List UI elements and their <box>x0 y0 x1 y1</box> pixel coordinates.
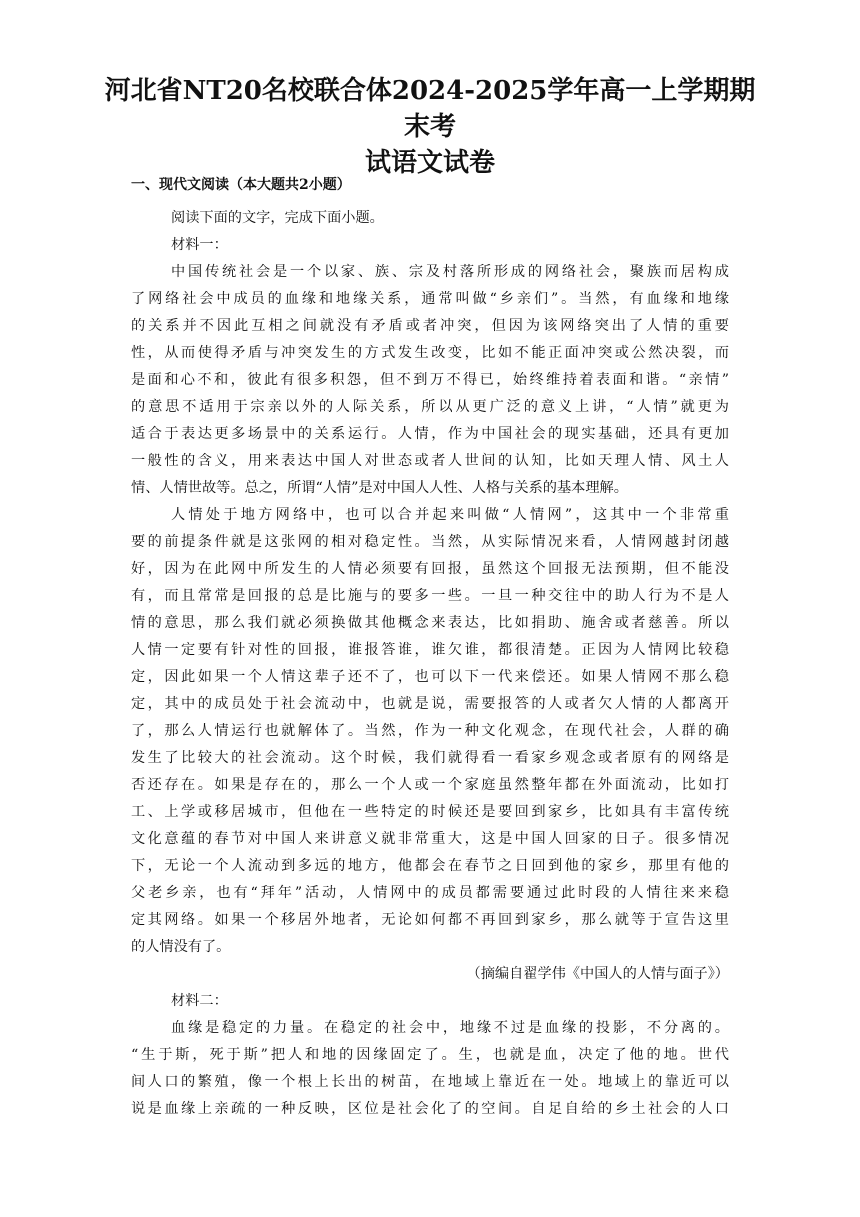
text-line: 好，因为在此网中所发生的人情必须要有回报，虽然这个回报无法预期，但不能没 <box>131 561 729 577</box>
text-line: 定，其中的成员处于社会流动中，也就是说，需要报答的人或者欠人情的人都离开 <box>131 696 729 712</box>
text-line: 血缘是稳定的力量。在稳定的社会中，地缘不过是血缘的投影，不分离的。 <box>171 1020 729 1036</box>
text-line: 人情处于地方网络中，也可以合并起来叫做“人情网”，这其中一个非常重 <box>171 507 729 523</box>
document-title <box>100 73 760 181</box>
text-line: 材料一： <box>171 237 228 253</box>
document-title-line-1: 河北省NT20名校联合体2024-2025学年高一上学期期末考 <box>104 76 756 142</box>
text-line: 人情一定要有针对性的回报，谁报答谁，谁欠谁，都很清楚。正因为人情网比较稳 <box>131 642 729 658</box>
text-line: 性，从而使得矛盾与冲突发生的方式发生改变，比如不能正面冲突或公然决裂，而 <box>131 345 729 361</box>
text-line: 说是血缘上亲疏的一种反映，区位是社会化了的空间。自足自给的乡土社会的人口 <box>131 1101 729 1117</box>
text-line: 情的意思，那么我们就必须换做其他概念来表达，比如捐助、施舍或者慈善。所以 <box>131 615 729 631</box>
text-line: 发生了比较大的社会流动。这个时候，我们就得看一看家乡观念或者原有的网络是 <box>131 750 729 766</box>
text-line: 阅读下面的文字，完成下面小题。 <box>171 210 384 226</box>
text-line: 材料二： <box>171 993 228 1009</box>
text-line: 有，而且常常是回报的总是比施与的要多一些。一旦一种交往中的助人行为不是人 <box>131 588 729 604</box>
text-line: 适合于表达更多场景中的关系运行。人情，作为中国社会的现实基础，还具有更加 <box>131 426 729 442</box>
text-line: “生于斯，死于斯”把人和地的因缘固定了。生，也就是血，决定了他的地。世代 <box>131 1047 729 1063</box>
text-line: 的关系并不因此互相之间就没有矛盾或者冲突，但因为该网络突出了人情的重要 <box>131 318 729 334</box>
text-line: （摘编自翟学伟《中国人的人情与面子》） <box>466 966 729 982</box>
section-heading: 一、现代文阅读（本大题共2小题） <box>131 177 351 193</box>
document-title-line-2: 试语文试卷 <box>364 148 495 178</box>
text-line: 了网络社会中成员的血缘和地缘关系，通常叫做“乡亲们”。当然，有血缘和地缘 <box>131 291 729 307</box>
text-line: 父老乡亲，也有“拜年”活动，人情网中的成员都需要通过此时段的人情往来来稳 <box>131 885 729 901</box>
text-line: 一般性的含义，用来表达中国人对世态或者人世间的认知，比如天理人情、风土人 <box>131 453 729 469</box>
text-line: 的人情没有了。 <box>131 939 231 955</box>
text-line: 情、人情世故等。总之，所谓“人情”是对中国人人性、人格与关系的基本理解。 <box>131 480 628 496</box>
text-line: 文化意蕴的春节对中国人来讲意义就非常重大，这是中国人回家的日子。很多情况 <box>131 831 729 847</box>
text-line: 定其网络。如果一个移居外地者，无论如何都不再回到家乡，那么就等于宣告这里 <box>131 912 729 928</box>
text-line: 否还存在。如果是存在的，那么一个人或一个家庭虽然整年都在外面流动，比如打 <box>131 777 729 793</box>
text-line: 定，因此如果一个人情这辈子还不了，也可以下一代来偿还。如果人情网不那么稳 <box>131 669 729 685</box>
text-line: 中国传统社会是一个以家、族、宗及村落所形成的网络社会，聚族而居构成 <box>171 264 729 280</box>
text-line: 间人口的繁殖，像一个根上长出的树苗，在地域上靠近在一处。地域上的靠近可以 <box>131 1074 729 1090</box>
text-line: 了，那么人情运行也就解体了。当然，作为一种文化观念，在现代社会，人群的确 <box>131 723 729 739</box>
text-line: 的意思不适用于宗亲以外的人际关系，所以从更广泛的意义上讲，“人情”就更为 <box>131 399 729 415</box>
document-body <box>131 205 729 1123</box>
text-line: 下，无论一个人流动到多远的地方，他都会在春节之日回到他的家乡，那里有他的 <box>131 858 729 874</box>
text-line: 工、上学或移居城市，但他在一些特定的时候还是要回到家乡，比如具有丰富传统 <box>131 804 729 820</box>
text-line: 是面和心不和，彼此有很多积怨，但不到万不得已，始终维持着表面和谐。“亲情” <box>131 372 729 388</box>
text-line: 要的前提条件就是这张网的相对稳定性。当然，从实际情况来看，人情网越封闭越 <box>131 534 729 550</box>
